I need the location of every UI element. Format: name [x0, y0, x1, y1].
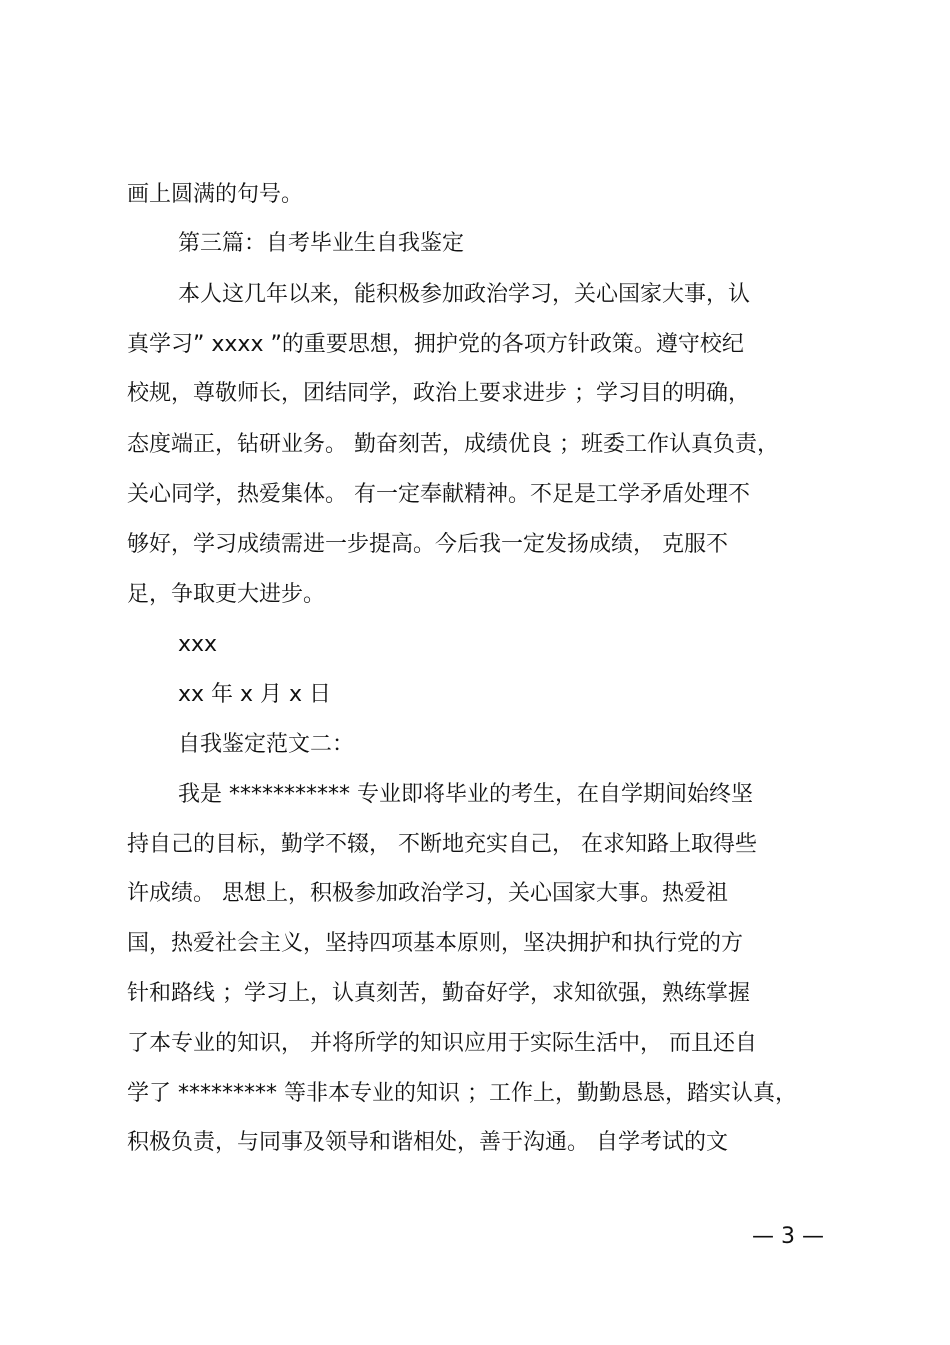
- body-line-6: 态度端正，钻研业务。 勤奋刻苦，成绩优良 ；班委工作认真负责，: [127, 432, 779, 457]
- body-line-17: 针和路线 ；学习上，认真刻苦，勤奋好学，求知欲强，熟练掌握: [127, 981, 750, 1006]
- section-heading: 第三篇：自考毕业生自我鉴定: [178, 231, 465, 256]
- body-line-7: 关心同学，热爱集体。 有一定奉献精神。不足是工学矛盾处理不: [127, 482, 750, 507]
- body-line-18: 了本专业的知识， 并将所学的知识应用于实际生活中， 而且还自: [127, 1031, 757, 1056]
- body-line-8: 够好，学习成绩需进一步提高。今后我一定发扬成绩， 克服不: [127, 532, 728, 557]
- page-number: — 3 —: [752, 1224, 824, 1249]
- body-line-19: 学了 ********* 等非本专业的知识 ；工作上，勤勤恳恳，踏实认真，: [127, 1081, 797, 1106]
- body-line-1: 画上圆满的句号。: [127, 182, 304, 207]
- body-line-15: 许成绩。 思想上，积极参加政治学习，关心国家大事。热爱祖: [127, 881, 728, 906]
- sample-heading: 自我鉴定范文二：: [178, 732, 355, 757]
- body-line-14: 持自己的目标，勤学不辍， 不断地充实自己， 在求知路上取得些: [127, 832, 757, 857]
- body-line-3: 本人这几年以来，能积极参加政治学习，关心国家大事，认: [178, 282, 751, 307]
- body-line-9: 足，争取更大进步。: [127, 582, 326, 607]
- signature-date: xx 年 x 月 x 日: [178, 682, 332, 707]
- body-line-5: 校规，尊敬师长，团结同学，政治上要求进步 ；学习目的明确，: [127, 381, 750, 406]
- body-line-20: 积极负责，与同事及领导和谐相处，善于沟通。 自学考试的文: [127, 1130, 728, 1155]
- signature-name: xxx: [178, 632, 218, 657]
- body-line-16: 国，热爱社会主义，坚持四项基本原则，坚决拥护和执行党的方: [127, 931, 744, 956]
- body-line-4: 真学习” xxxx ”的重要思想，拥护党的各项方针政策。遵守校纪: [127, 332, 744, 357]
- body-line-13: 我是 *********** 专业即将毕业的考生，在自学期间始终坚: [178, 782, 753, 807]
